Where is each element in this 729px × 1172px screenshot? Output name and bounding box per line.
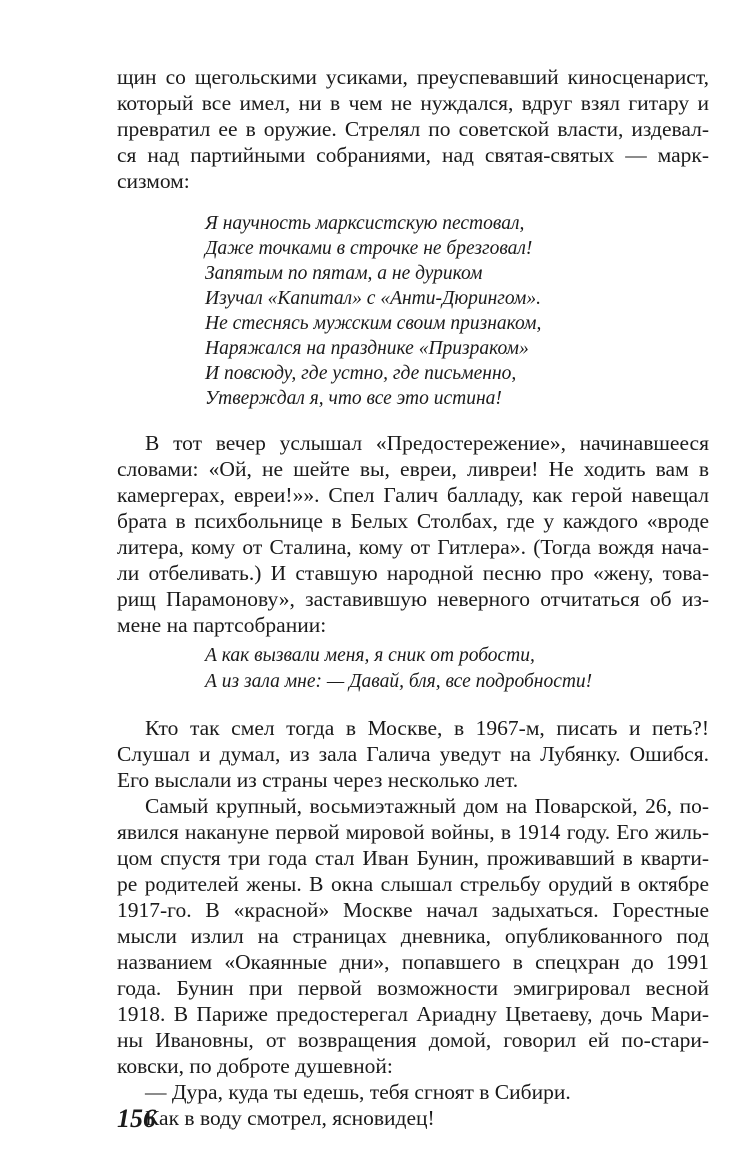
text-line: названием «Окаянные дни», попавшего в спецхран до 1991 bbox=[117, 950, 709, 974]
verse-line: Наряжался на празднике «Призраком» bbox=[205, 338, 529, 359]
verse-line: А из зала мне: — Давай, бля, все подробности! bbox=[205, 671, 593, 692]
page-number: 156 bbox=[117, 1104, 156, 1133]
text-line: литера, кому от Сталина, кому от Гитлера». (Тогда вождя нача- bbox=[117, 535, 709, 559]
text-line: брата в психбольнице в Белых Столбах, где у каждого «вроде bbox=[117, 509, 709, 533]
text-line: превратил ее в оружие. Стрелял по советской власти, издевал- bbox=[117, 117, 709, 141]
book-page bbox=[117, 0, 709, 1172]
verse-line: Я научность марксистскую пестовал, bbox=[205, 213, 525, 234]
text-line: Слушал и думал, из зала Галича уведут на Лубянку. Ошибся. bbox=[117, 742, 709, 766]
text-line: В тот вечер услышал «Предостережение», начинавшееся bbox=[145, 431, 709, 455]
text-line: мысли излил на страницах дневника, опубликованного под bbox=[117, 924, 709, 948]
text-line: ре родителей жены. В окна слышал стрельбу орудий в октябре bbox=[117, 872, 709, 896]
text-line: словами: «Ой, не шейте вы, евреи, ливреи! Не ходить вам в bbox=[117, 457, 709, 481]
text-line: Кто так смел тогда в Москве, в 1967-м, писать и петь?! bbox=[145, 716, 709, 740]
verse-line: Утверждал я, что все это истина! bbox=[205, 388, 502, 409]
text-line: рищ Парамонову», заставившую неверного отчитаться об из- bbox=[117, 587, 709, 611]
text-line: ли отбеливать.) И ставшую народной песню про «жену, това- bbox=[117, 561, 709, 585]
text-line: сизмом: bbox=[117, 169, 190, 193]
verse-line: Запятым по пятам, а не дуриком bbox=[205, 263, 483, 284]
text-line: ны Ивановны, от возвращения домой, говорил ей по-стари- bbox=[117, 1028, 709, 1052]
text-line: Его выслали из страны через несколько лет. bbox=[117, 768, 519, 792]
verse-line: Даже точками в строчке не брезговал! bbox=[205, 238, 533, 259]
text-line: ся над партийными собраниями, над святая-святых — марк- bbox=[117, 143, 709, 167]
text-line: мене на партсобрании: bbox=[117, 613, 327, 637]
verse-line: Изучал «Капитал» с «Анти-Дюрингом». bbox=[205, 288, 541, 309]
verse-line: Не стеснясь мужским своим признаком, bbox=[205, 313, 542, 334]
text-line: цом спустя три года стал Иван Бунин, проживавший в кварти- bbox=[117, 846, 709, 870]
verse-line: И повсюду, где устно, где письменно, bbox=[205, 363, 517, 384]
text-line: года. Бунин при первой возможности эмигрировал весной bbox=[117, 976, 709, 1000]
text-line: Как в воду смотрел, ясновидец! bbox=[145, 1106, 435, 1130]
text-line: камергерах, евреи!»». Спел Галич балладу, как герой навещал bbox=[117, 483, 709, 507]
text-line: Самый крупный, восьмиэтажный дом на Поварской, 26, по- bbox=[145, 794, 709, 818]
text-line: 1917-го. В «красной» Москве начал задыхаться. Горестные bbox=[117, 898, 709, 922]
text-line: который все имел, ни в чем не нуждался, вдруг взял гитару и bbox=[117, 91, 709, 115]
text-line: явился накануне первой мировой войны, в 1914 году. Его жиль- bbox=[117, 820, 709, 844]
text-line: щин со щегольскими усиками, преуспевавший киносценарист, bbox=[117, 65, 709, 89]
text-line: — Дура, куда ты едешь, тебя сгноят в Сибири. bbox=[145, 1080, 571, 1104]
text-line: 1918. В Париже предостерегал Ариадну Цветаеву, дочь Мари- bbox=[117, 1002, 709, 1026]
text-line: ковски, по доброте душевной: bbox=[117, 1054, 393, 1078]
verse-line: А как вызвали меня, я сник от робости, bbox=[205, 645, 535, 666]
